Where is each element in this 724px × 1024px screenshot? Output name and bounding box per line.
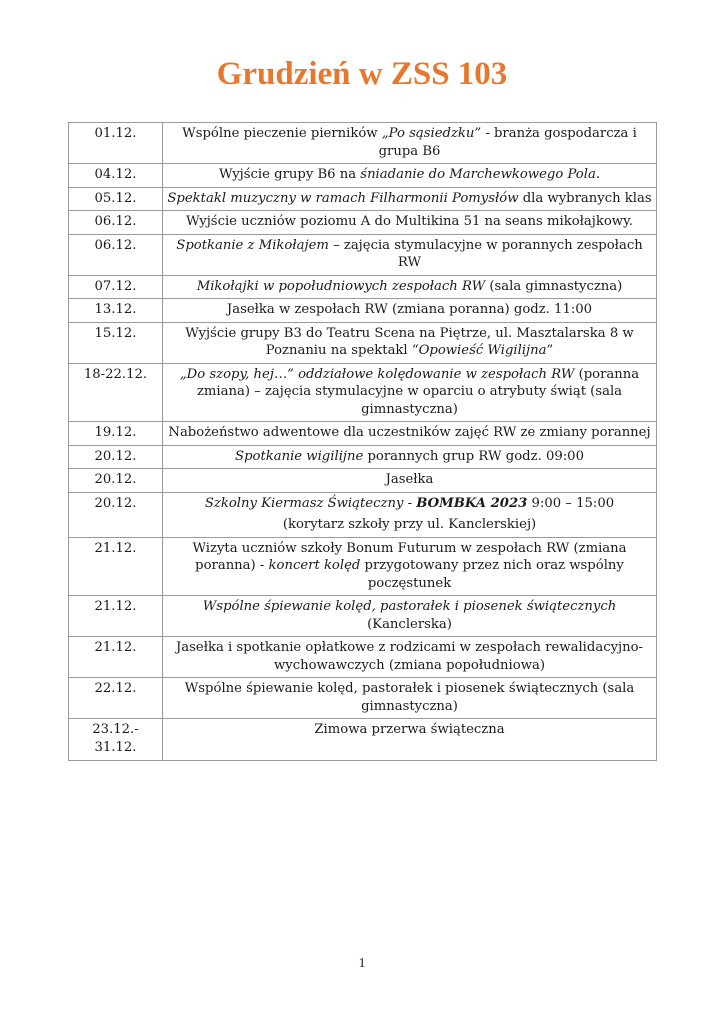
event-date: 20.12. xyxy=(69,492,163,537)
event-description xyxy=(163,637,657,678)
table-row xyxy=(69,469,657,493)
event-description-part: Wyjście grupy B6 na xyxy=(218,167,361,182)
event-date: 22.12. xyxy=(69,678,163,719)
event-description-part: Szkolny Kiermasz Świąteczny - xyxy=(204,495,417,511)
event-description-part: Jasełka w zespołach RW (zmiana poranna) godz. 11:00 xyxy=(226,302,593,317)
event-description-part: – zajęcia stymulacyjne w porannych zespołach RW xyxy=(328,237,643,270)
event-description xyxy=(163,187,657,211)
table-row xyxy=(69,445,657,469)
event-description-part: Wizyta uczniów szkoły Bonum Futurum w zespołach RW (zmiana poranna) - xyxy=(192,540,627,573)
page-number: 1 xyxy=(358,956,366,971)
table-row xyxy=(69,123,657,164)
event-date: 01.12. xyxy=(69,123,163,164)
table-row xyxy=(69,275,657,299)
event-description-part: „Po sąsiedzku” xyxy=(381,126,482,141)
event-description xyxy=(163,164,657,188)
event-description xyxy=(163,123,657,164)
event-date: 07.12. xyxy=(69,275,163,299)
event-description-part: Opowieść Wigilijna xyxy=(418,343,547,358)
event-description-part: Mikołajki w popołudniowych zespołach RW xyxy=(196,278,486,294)
event-description-part: ” xyxy=(546,343,554,358)
event-date: 23.12.- 31.12. xyxy=(69,719,163,761)
event-description xyxy=(163,299,657,323)
event-date: 04.12. xyxy=(69,164,163,188)
event-date: 20.12. xyxy=(69,445,163,469)
table-row xyxy=(69,322,657,363)
event-description-part: śniadanie do Marchewkowego Pola. xyxy=(360,167,601,182)
event-description-part: Wyjście uczniów poziomu A do Multikina 51 na seans mikołajkowy. xyxy=(186,214,633,229)
event-description-part: Spotkanie wigilijne xyxy=(235,448,364,464)
event-date: 21.12. xyxy=(69,596,163,637)
page-title: Grudzień w ZSS 103 xyxy=(216,56,508,92)
table-row xyxy=(69,164,657,188)
event-description xyxy=(163,596,657,637)
table-row xyxy=(69,422,657,446)
event-description xyxy=(163,719,657,761)
event-description-part: dla wybranych klas xyxy=(518,190,652,206)
table-row xyxy=(69,637,657,678)
table-row xyxy=(69,537,657,596)
event-description xyxy=(163,537,657,596)
event-description-part: Wspólne śpiewanie kolęd, pastorałek i piosenek świątecznych (sala gimnastyczna) xyxy=(184,681,635,714)
event-description-part: (poranna zmiana) – zajęcia stymulacyjne w oparciu o atrybuty świąt (sala gimnastyczna) xyxy=(196,366,640,417)
event-description-part: Nabożeństwo adwentowe dla uczestników zajęć RW ze zmiany porannej xyxy=(168,425,651,440)
event-description xyxy=(163,211,657,235)
event-date: 21.12. xyxy=(69,637,163,678)
event-description-part: Zimowa przerwa świąteczna xyxy=(314,722,505,737)
table-row xyxy=(69,492,657,537)
event-location-note: (korytarz szkoły przy ul. Kanclerskiej) xyxy=(282,517,537,532)
table-row xyxy=(69,719,657,761)
event-date: 06.12. xyxy=(69,234,163,275)
event-description-part: 9:00 – 15:00 xyxy=(527,495,615,511)
table-row xyxy=(69,234,657,275)
event-description-part: Jasełka i spotkanie opłatkowe z rodzicami w zespołach rewalidacyjno-wychowawczych (zmiana popołudniowa) xyxy=(175,640,644,673)
event-date: 13.12. xyxy=(69,299,163,323)
event-date: 05.12. xyxy=(69,187,163,211)
event-description xyxy=(163,492,657,537)
event-date: 21.12. xyxy=(69,537,163,596)
table-row xyxy=(69,211,657,235)
event-date: 06.12. xyxy=(69,211,163,235)
table-row xyxy=(69,678,657,719)
event-description-part: Wspólne śpiewanie kolęd, pastorałek i piosenek świątecznych xyxy=(202,599,617,614)
event-date: 20.12. xyxy=(69,469,163,493)
event-date: 15.12. xyxy=(69,322,163,363)
event-description-part: Wyjście grupy B3 do Teatru Scena na Piętrze, ul. Masztalarska 8 w Poznaniu na spektakl “ xyxy=(185,325,634,358)
event-description-part: Spektakl muzyczny w ramach Filharmonii Pomysłów xyxy=(167,190,519,206)
event-description-part: Spotkanie z Mikołajem xyxy=(176,237,329,253)
event-description xyxy=(163,322,657,363)
event-description-part: „Do szopy, hej…” oddziałowe kolędowanie w zespołach RW xyxy=(179,366,575,382)
event-description-part: porannych grup RW godz. 09:00 xyxy=(363,448,584,464)
event-date: 18-22.12. xyxy=(69,363,163,422)
event-description-part: - branża gospodarcza i grupa B6 xyxy=(378,126,637,159)
schedule-table-body xyxy=(69,123,657,761)
table-row xyxy=(69,299,657,323)
event-description-part: (Kanclerska) xyxy=(367,616,452,632)
event-description-part: (sala gimnastyczna) xyxy=(485,278,623,294)
event-description xyxy=(163,678,657,719)
event-description xyxy=(163,234,657,275)
event-description xyxy=(163,275,657,299)
event-date: 19.12. xyxy=(69,422,163,446)
table-row xyxy=(69,363,657,422)
event-description-part: koncert kolęd xyxy=(268,558,361,573)
event-description-part: przygotowany przez nich oraz wspólny poczęstunek xyxy=(360,558,624,591)
event-description xyxy=(163,422,657,446)
event-description xyxy=(163,469,657,493)
table-row xyxy=(69,596,657,637)
table-row xyxy=(69,187,657,211)
event-description xyxy=(163,363,657,422)
event-description xyxy=(163,445,657,469)
schedule-table xyxy=(68,122,657,761)
event-description-part: Wspólne pieczenie pierników xyxy=(182,126,382,141)
event-description-part: BOMBKA 2023 xyxy=(416,495,528,511)
event-description-part: Jasełka xyxy=(385,472,434,487)
